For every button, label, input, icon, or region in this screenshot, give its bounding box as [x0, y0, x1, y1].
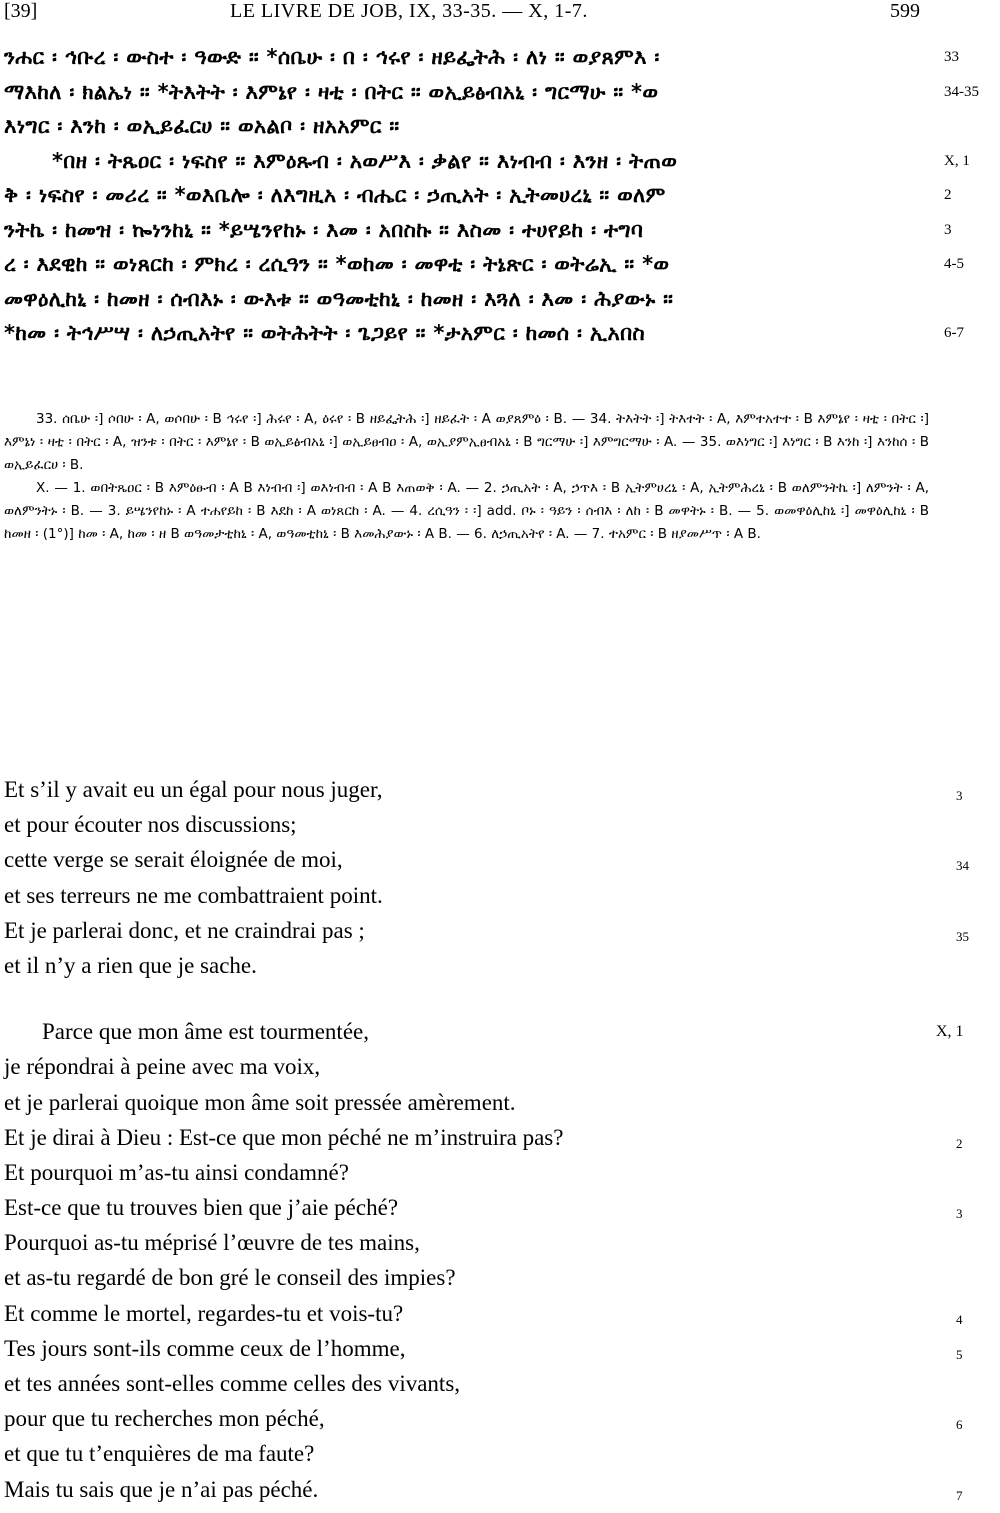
translation-line	[4, 1190, 994, 1225]
ethiopic-line	[4, 316, 994, 351]
ethiopic-line-text: *በዘ ፡ ትጼዐር ፡ ነፍስየ ። እምዕጹብ ፡ አወሥእ ፡ ቃልየ ። እነብብ ፡ እንዘ ፡ ትጠወ	[52, 148, 678, 173]
translation-line	[4, 1049, 994, 1084]
translation-text: et tes années sont-elles comme celles des vivants,	[4, 1371, 461, 1396]
verse-number: 3	[944, 221, 952, 238]
ethiopic-line-text: *ከመ ፡ ትኅሥሣ ፡ ለኃጢአትየ ። ወትሕትት ፡ ጌጋይየ ። *ታአምር ፡ ከመሰ ፡ ኢአበስ	[4, 321, 646, 345]
translation-line	[4, 772, 994, 807]
translation-text: et je parlerai quoique mon âme soit pressée amèrement.	[4, 1089, 516, 1115]
critical-apparatus	[4, 408, 929, 546]
ethiopic-line	[4, 247, 994, 282]
translation-line	[4, 842, 994, 877]
translation-line	[4, 1014, 994, 1049]
stanza-gap	[4, 983, 994, 1014]
translation-line	[4, 948, 994, 983]
ethiopic-line-text: ረ ፡ እደዊከ ። ወነጸርከ ፡ ምክረ ፡ ረሲዓን ። *ወከመ ፡ መዋቲ ፡ ትኔጽር ፡ ወትሬኢ ። *ወ	[4, 252, 670, 276]
ethiopic-line	[4, 178, 994, 213]
ethiopic-line-text: ቅ ፡ ነፍስየ ፡ መሪረ ። *ወእቤሎ ፡ ለእግዚአ ፡ ብሔር ፡ ኃጢአት ፡ ኢትመሀረኒ ። ወለም	[4, 183, 666, 207]
page-number: 599	[890, 0, 920, 22]
verse-number: X, 1	[944, 152, 970, 169]
verse-number: 5	[956, 1346, 963, 1362]
translation-text: Parce que mon âme est tourmentée,	[42, 1019, 369, 1045]
verse-number: 3	[956, 1206, 963, 1222]
running-header	[0, 0, 1000, 26]
ethiopic-line	[4, 213, 994, 248]
translation-text: Pourquoi as-tu méprisé l’œuvre de tes mains,	[4, 1230, 420, 1256]
verse-number: 6	[956, 1417, 963, 1433]
verse-number: 33	[944, 49, 959, 65]
ethiopic-line-text: እነግር ፡ እንከ ፡ ወኢይፈርሀ ። ወአልቦ ፡ ዘአአምር ።	[4, 114, 400, 138]
translation-text: pour que tu recherches mon péché,	[4, 1406, 325, 1432]
ethiopic-line	[4, 282, 994, 317]
verse-number: 4	[956, 1311, 963, 1327]
ethiopic-text	[4, 40, 994, 351]
translation-text: et pour écouter nos discussions;	[4, 812, 297, 838]
bracket-page-number: [39]	[4, 0, 38, 22]
translation-text: Mais tu sais que je n’ai pas péché.	[4, 1476, 319, 1502]
translation-line	[4, 1085, 994, 1120]
ethiopic-line-text: ንሐር ፡ ኅቡረ ፡ ውስተ ፡ ዓውድ ። *ሰቤሁ ፡ በ ፡ ኅሩየ ፡ ዘይፌትሕ ፡ ለነ ። ወያጸምእ ፡	[4, 45, 660, 69]
translation-line	[4, 1155, 994, 1190]
ethiopic-line-text: ንትኬ ፡ ከመዝ ፡ ኰነንከኒ ። *ይሤንየከኑ ፡ እመ ፡ አበስኩ ። እስመ ፡ ተሀየይከ ፡ ተግባ	[4, 217, 644, 242]
translation-text: Et comme le mortel, regardes-tu et vois-tu?	[4, 1300, 404, 1326]
translation-line	[4, 807, 994, 842]
ethiopic-line	[4, 109, 994, 144]
translation-text: je répondrai à peine avec ma voix,	[4, 1054, 321, 1080]
translation-line	[4, 1225, 994, 1260]
french-translation	[4, 772, 994, 1507]
translation-text: Et pourquoi m’as-tu ainsi condamné?	[4, 1159, 349, 1185]
translation-text: Et je parlerai donc, et ne craindrai pas ;	[4, 917, 365, 943]
translation-line	[4, 1401, 994, 1436]
translation-line	[4, 1331, 994, 1366]
translation-text: et as-tu regardé de bon gré le conseil des impies?	[4, 1265, 456, 1291]
translation-text: Est-ce que tu trouves bien que j’aie péché?	[4, 1195, 399, 1221]
ethiopic-line	[4, 40, 994, 75]
verse-number: 34-35	[944, 83, 979, 100]
translation-line	[4, 1260, 994, 1295]
running-title: LE LIVRE DE JOB, IX, 33-35. — X, 1-7.	[230, 0, 588, 22]
translation-line	[4, 1296, 994, 1331]
translation-line	[4, 1366, 994, 1401]
translation-line	[4, 1120, 994, 1155]
translation-text: cette verge se serait éloignée de moi,	[4, 847, 343, 873]
translation-text: et il n’y a rien que je sache.	[4, 952, 257, 978]
chapter-verse-number: X, 1	[936, 1023, 964, 1041]
verse-number: 4-5	[944, 256, 964, 272]
translation-text: Et je dirai à Dieu : Est-ce que mon péché ne m’instruira pas?	[4, 1124, 564, 1150]
translation-line	[4, 913, 994, 948]
translation-line	[4, 878, 994, 913]
verse-number: 2	[944, 187, 952, 203]
ethiopic-line-text: መዋዕሊከኒ ፡ ከመዘ ፡ ሰብእኑ ፡ ውእቱ ። ወዓመቲከኒ ፡ ከመዘ ፡ እጓለ ፡ እመ ፡ ሕያውኑ ።	[4, 286, 674, 311]
verse-number: 3	[956, 788, 963, 803]
verse-number: 35	[956, 928, 969, 944]
translation-line	[4, 1472, 994, 1507]
verse-number: 6-7	[944, 325, 964, 341]
verse-number: 2	[956, 1135, 963, 1151]
apparatus-paragraph-ix: 33. ሰቤሁ ፡] ሶበሁ ፡ A, ወሶበሁ ፡ B ኅሩየ ፡] ሕሩየ ፡ A, ዕሩየ ፡ B ዘይፌትሕ ፡] ዘይፈት ፡ A ወያጸምዕ ፡ B. — 34. ትእትት ፡] ትእተት ፡ A, እምተአተተ ፡ B እምኔየ ፡ ዛቲ ፡ በትር ፡] እምኔነ ፡ ዛቲ ፡ በትር ፡ A, ዝንቱ ፡ በትር ፡ እምኔየ ፡ B ወኢይፅብአኒ ፡] ወኢይፀብዐ ፡ A, ወኢያምኢፀብአኒ ፡ B ግርማሁ ፡] እምግርማሁ ፡ A. — 35. ወእነግር ፡] እነግር ፡ B እንከ ፡] እንከሰ ፡ B ወኢይፈርሀ ፡ B.	[4, 411, 929, 473]
verse-number: 7	[956, 1487, 963, 1503]
apparatus-paragraph-x: X. — 1. ወበትጼዐር ፡ B እምዕፁብ ፡ A B እነብብ ፡] ወእነብብ ፡ A B እጠወቅ ፡ A. — 2. ኃጢአት ፡ A, ኃጥእ ፡ B ኢትምሀረኒ ፡ A, ኢትምሕረኒ ፡ B ወለምንትኬ ፡] ለምንት ፡ A, ወለምንትኑ ፡ B. — 3. ይሤንየከኑ ፡ A ተሐየይከ ፡ B እደከ ፡ A ወነጸርከ ፡ A. — 4. ረሲዓን ፡ ፡] add. ቦኑ ፡ ዓይን ፡ ሰብእ ፡ ለከ ፡ B መዋትኑ ፡ B. — 5. ወመዋዕሊከኒ ፡] መዋዕሊከኒ ፡ B ከመዘ ፡ (1°)] ከመ ፡ A, ከመ ፡ ዘ B ወዓመታቲከኒ ፡ A, ወዓመቲከኒ ፡ B እመሕያውኑ ፡ A B. — 6. ለኃጢአትየ ፡ A. — 7. ተአምር ፡ B ዘያመሥጥ ፡ A B.	[4, 480, 929, 542]
ethiopic-line-text: ማእከለ ፡ ክልኤነ ። *ትእትት ፡ እምኔየ ፡ ዛቲ ፡ በትር ። ወኢይፅብአኒ ፡ ግርማሁ ። *ወ	[4, 79, 659, 104]
ethiopic-line	[4, 75, 994, 110]
verse-number: 34	[956, 858, 969, 874]
translation-text: Tes jours sont-ils comme ceux de l’homme,	[4, 1335, 406, 1361]
translation-line	[4, 1436, 994, 1471]
translation-text: et ses terreurs ne me combattraient point.	[4, 882, 383, 908]
ethiopic-line	[4, 144, 994, 179]
translation-text: Et s’il y avait eu un égal pour nous juger,	[4, 777, 383, 802]
translation-text: et que tu t’enquières de ma faute?	[4, 1441, 315, 1467]
